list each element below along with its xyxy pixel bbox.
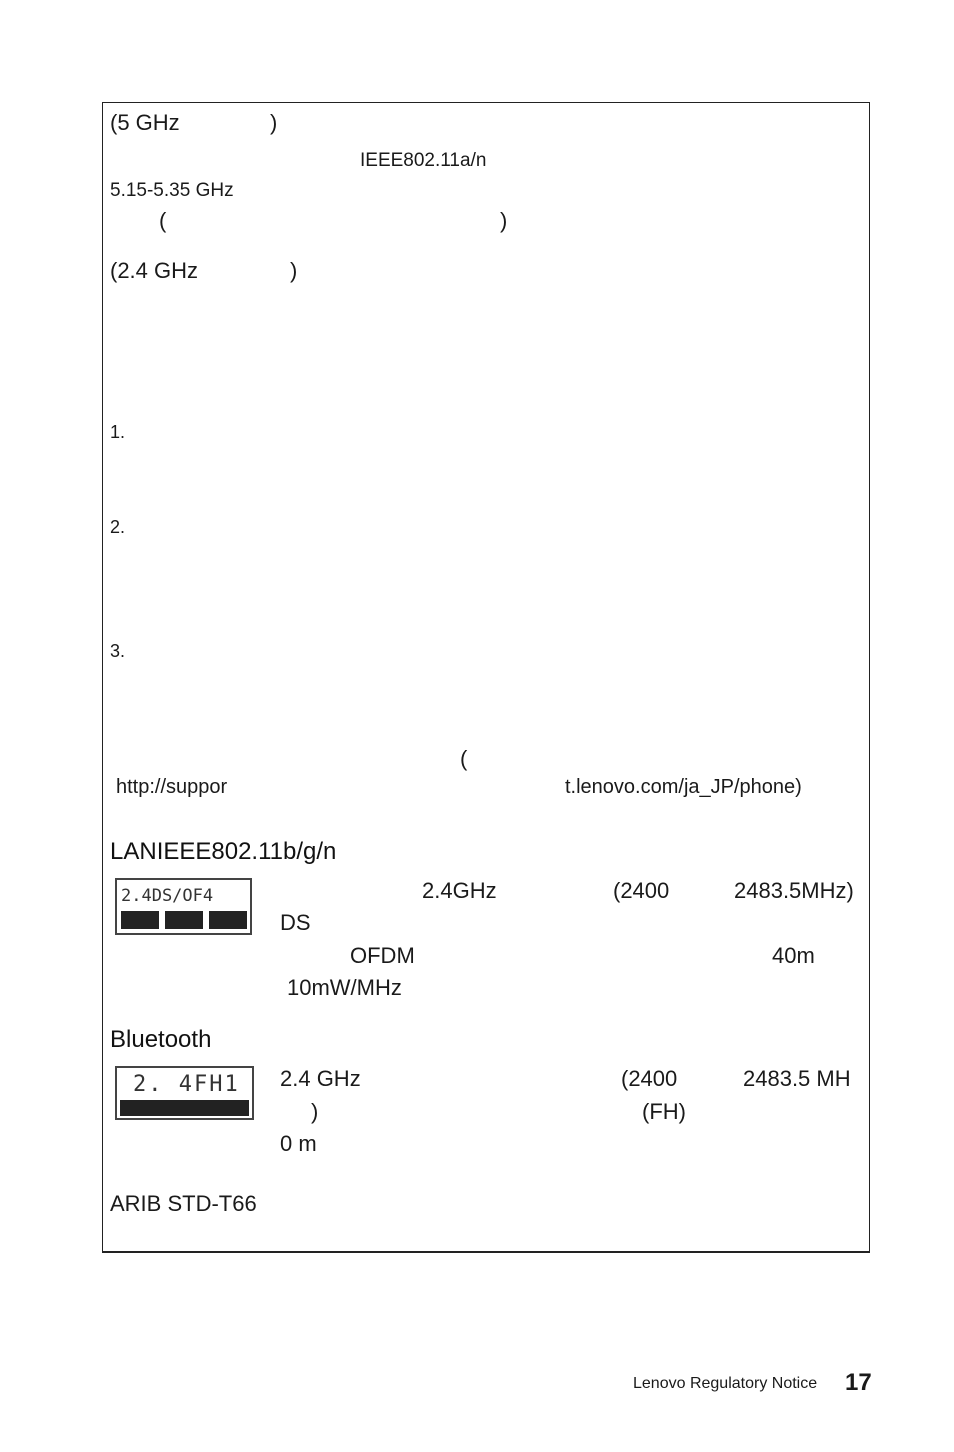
note-paren-open: ( [159, 208, 167, 233]
footer-title: Lenovo Regulatory Notice [633, 1375, 818, 1392]
wlan-mode-ofdm: OFDM [350, 943, 415, 968]
band-label: 5.15-5.35 GHz [110, 180, 234, 201]
list-item-number: 1. [110, 422, 126, 442]
wlan-range-end: 2483.5MHz) [734, 878, 854, 903]
standard-reference: ARIB STD-T66 [110, 1191, 257, 1216]
wlan-heading: LANIEEE802.11b/g/n [110, 838, 337, 865]
wlan-freq: 2.4GHz [422, 878, 497, 903]
wlan-power: 10mW/MHz [287, 975, 402, 1000]
bluetooth-distance: 0 m [280, 1131, 317, 1156]
list-item-number: 3. [110, 641, 126, 661]
bluetooth-label-code: 2. 4FH1 [133, 1072, 240, 1097]
bluetooth-label-bar [120, 1100, 249, 1116]
bluetooth-close-paren: ) [311, 1099, 319, 1124]
support-url-part1[interactable]: http://suppor [116, 776, 228, 798]
bluetooth-mode-fh: (FH) [642, 1099, 686, 1124]
section-5ghz-heading-close: ) [270, 110, 278, 135]
bluetooth-heading: Bluetooth [110, 1026, 212, 1053]
wlan-label-bar [121, 911, 159, 929]
note-paren-close: ) [500, 208, 508, 233]
bluetooth-range-start: (2400 [621, 1066, 678, 1091]
wlan-mode-ds: DS [280, 910, 311, 935]
standard-label: IEEE802.11a/n [360, 150, 487, 171]
wlan-label-bar [165, 911, 203, 929]
bluetooth-range-end: 2483.5 MH [743, 1066, 851, 1091]
wlan-label-code: 2.4DS/OF4 [121, 886, 214, 906]
section-5ghz-heading: (5 GHz [110, 110, 180, 135]
wlan-frequency-label [115, 878, 252, 935]
list-item-number: 2. [110, 517, 126, 537]
page-number: 17 [845, 1369, 872, 1396]
wlan-range-start: (2400 [613, 878, 670, 903]
section-24ghz-heading: (2.4 GHz [110, 258, 199, 283]
url-paren-open: ( [460, 746, 468, 771]
wlan-distance: 40m [772, 943, 815, 968]
wlan-label-bar [209, 911, 247, 929]
section-24ghz-heading-close: ) [290, 258, 298, 283]
bluetooth-frequency-label [115, 1066, 254, 1120]
bluetooth-freq: 2.4 GHz [280, 1066, 361, 1091]
support-url-part2[interactable]: t.lenovo.com/ja_JP/phone) [565, 776, 802, 798]
